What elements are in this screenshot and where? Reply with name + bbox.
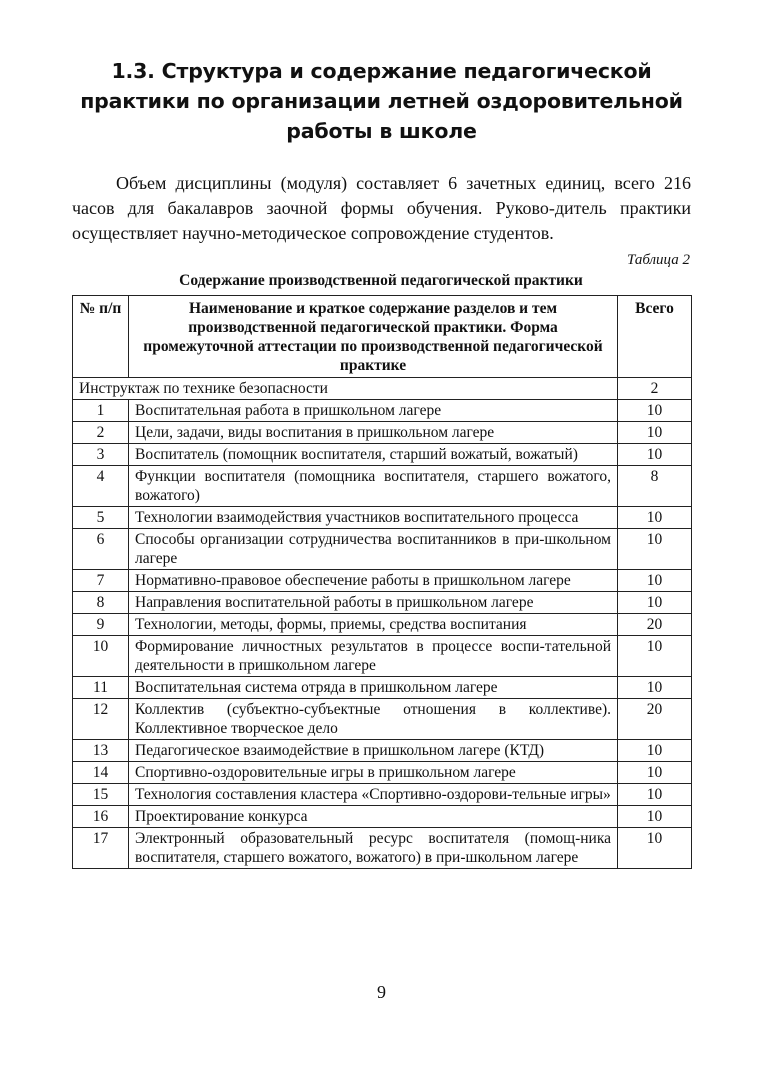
header-name: Наименование и краткое содержание разделов и тем производственной педагогической практики. Форма промежуточной аттестации по производственной педагогической практике — [129, 296, 618, 378]
row-topic: Спортивно-оздоровительные игры в пришкольном лагере — [129, 762, 618, 784]
table-row — [73, 400, 692, 422]
page-number: 9 — [377, 982, 386, 1002]
row-hours: 10 — [618, 592, 692, 614]
table-row — [73, 422, 692, 444]
row-number: 12 — [73, 699, 129, 740]
row-number: 9 — [73, 614, 129, 636]
row-topic: Воспитательная система отряда в пришкольном лагере — [129, 677, 618, 699]
row-hours: 20 — [618, 699, 692, 740]
header-num: № п/п — [73, 296, 129, 378]
row-hours: 10 — [618, 828, 692, 869]
row-number: 4 — [73, 466, 129, 507]
table-row — [73, 784, 692, 806]
table-row — [73, 806, 692, 828]
row-number: 7 — [73, 570, 129, 592]
row-hours: 10 — [618, 740, 692, 762]
table-row — [73, 507, 692, 529]
row-hours: 10 — [618, 784, 692, 806]
row-hours: 10 — [618, 636, 692, 677]
table-row — [73, 828, 692, 869]
row-hours: 8 — [618, 466, 692, 507]
table-row — [73, 762, 692, 784]
row-hours: 10 — [618, 400, 692, 422]
row-topic: Технология составления кластера «Спортивно-оздорови-тельные игры» — [129, 784, 618, 806]
row-number: 15 — [73, 784, 129, 806]
row-number: 2 — [73, 422, 129, 444]
table-row — [73, 570, 692, 592]
safety-row — [73, 378, 692, 400]
row-topic: Воспитатель (помощник воспитателя, старший вожатый, вожатый) — [129, 444, 618, 466]
row-topic: Воспитательная работа в пришкольном лагере — [129, 400, 618, 422]
section-heading-line-3: работы в школе — [286, 119, 477, 143]
row-hours: 10 — [618, 422, 692, 444]
table-label: Таблица 2 — [627, 252, 690, 268]
row-topic: Направления воспитательной работы в пришкольном лагере — [129, 592, 618, 614]
table-row — [73, 614, 692, 636]
section-heading-line-2: практики по организации летней оздоровительной — [80, 89, 683, 113]
table-header-row — [73, 296, 692, 378]
row-hours: 10 — [618, 570, 692, 592]
row-topic: Проектирование конкурса — [129, 806, 618, 828]
row-number: 13 — [73, 740, 129, 762]
row-number: 6 — [73, 529, 129, 570]
row-topic: Технологии, методы, формы, приемы, средства воспитания — [129, 614, 618, 636]
table-caption: Содержание производственной педагогической практики — [179, 272, 583, 289]
row-number: 5 — [73, 507, 129, 529]
row-number: 3 — [73, 444, 129, 466]
row-number: 16 — [73, 806, 129, 828]
row-number: 17 — [73, 828, 129, 869]
table-row — [73, 740, 692, 762]
row-hours: 10 — [618, 762, 692, 784]
row-topic: Формирование личностных результатов в процессе воспи-тательной деятельности в пришкольном лагере — [129, 636, 618, 677]
practice-content-table — [72, 295, 692, 869]
row-hours: 10 — [618, 529, 692, 570]
row-hours: 10 — [618, 444, 692, 466]
table-row — [73, 444, 692, 466]
row-number: 8 — [73, 592, 129, 614]
row-topic: Коллектив (субъектно-субъектные отношения в коллективе). Коллективное творческое дело — [129, 699, 618, 740]
intro-paragraph: Объем дисциплины (модуля) составляет 6 зачетных единиц, всего 216 часов для бакалавров заочной формы обучения. Руково-дитель практики осуществляет научно-методическое сопровождение студентов. — [72, 173, 691, 243]
table-row — [73, 677, 692, 699]
row-number: 10 — [73, 636, 129, 677]
row-topic: Нормативно-правовое обеспечение работы в пришкольном лагере — [129, 570, 618, 592]
section-heading — [60, 56, 703, 146]
table-row — [73, 592, 692, 614]
safety-row-total: 2 — [618, 378, 692, 400]
table-row — [73, 466, 692, 507]
row-topic: Электронный образовательный ресурс воспитателя (помощ-ника воспитателя, старшего вожатого, вожатого) в при-школьном лагере — [129, 828, 618, 869]
row-topic: Педагогическое взаимодействие в пришкольном лагере (КТД) — [129, 740, 618, 762]
header-total: Всего — [618, 296, 692, 378]
row-number: 14 — [73, 762, 129, 784]
row-topic: Способы организации сотрудничества воспитанников в при-школьном лагере — [129, 529, 618, 570]
row-topic: Функции воспитателя (помощника воспитателя, старшего вожатого, вожатого) — [129, 466, 618, 507]
row-number: 1 — [73, 400, 129, 422]
row-number: 11 — [73, 677, 129, 699]
safety-row-name: Инструктаж по технике безопасности — [73, 378, 618, 400]
row-hours: 20 — [618, 614, 692, 636]
row-hours: 10 — [618, 507, 692, 529]
row-hours: 10 — [618, 806, 692, 828]
row-topic: Цели, задачи, виды воспитания в пришкольном лагере — [129, 422, 618, 444]
table-row — [73, 699, 692, 740]
row-topic: Технологии взаимодействия участников воспитательного процесса — [129, 507, 618, 529]
section-heading-line-1: 1.3. Структура и содержание педагогической — [111, 59, 652, 83]
row-hours: 10 — [618, 677, 692, 699]
table-row — [73, 529, 692, 570]
table-row — [73, 636, 692, 677]
